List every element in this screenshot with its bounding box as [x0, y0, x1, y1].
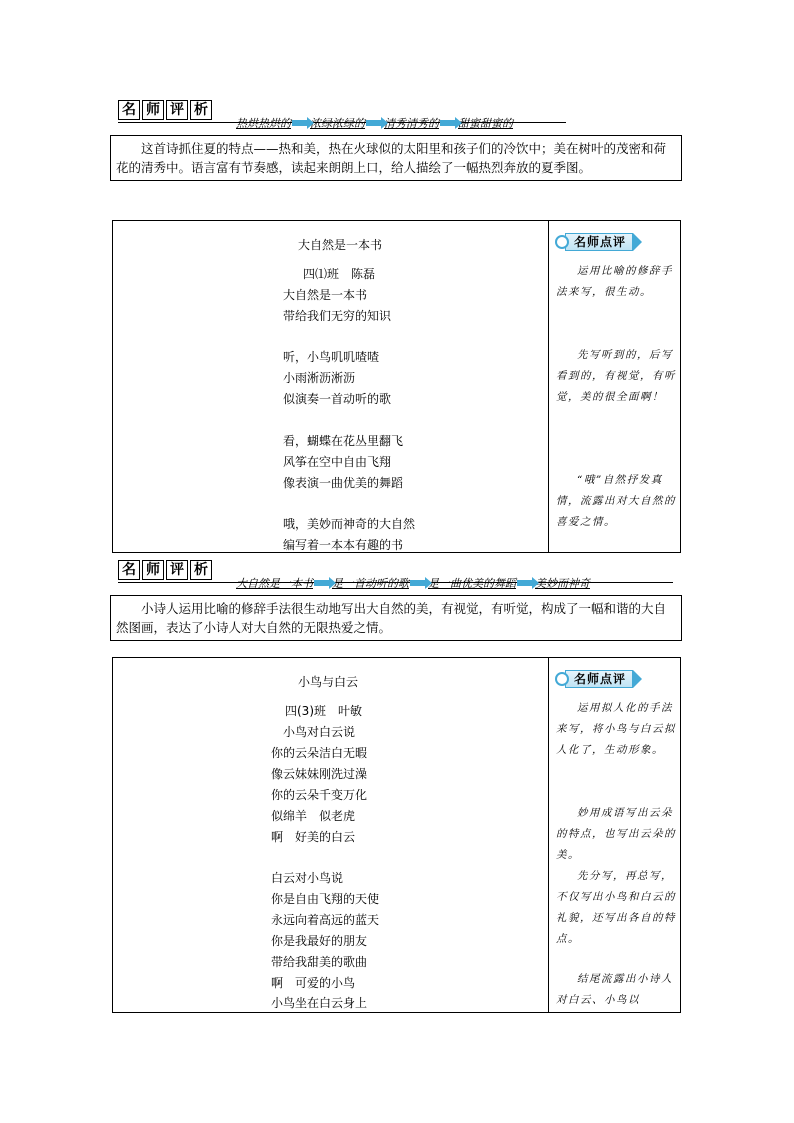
poem-line: 小雨淅沥淅沥 — [283, 371, 356, 385]
teacher-comment: “哦”自然抒发真情，流露出对大自然的喜爱之情。 — [556, 474, 676, 528]
ming-shi-ping-xi-badge: 名 师 评 析 — [118, 100, 214, 120]
poem-title: 小鸟与白云 — [298, 675, 359, 689]
poem-line: 哦，美妙而神奇的大自然 — [283, 517, 416, 531]
poem-line: 你的云朵千变万化 — [271, 788, 368, 802]
poem-title: 大自然是一本书 — [298, 238, 383, 252]
poem-table-2 — [112, 657, 681, 1013]
flow-step: 浓绿浓绿的 — [310, 117, 365, 130]
circle-icon — [555, 235, 569, 249]
column-divider — [548, 658, 549, 1012]
poem-line: 看，蝴蝶在花丛里翻飞 — [283, 434, 404, 448]
poem-line: 永远向着高远的蓝天 — [271, 913, 380, 927]
poem-line: 像表演一曲优美的舞蹈 — [283, 476, 404, 490]
analysis-summary-2: 小诗人运用比喻的修辞手法很生动地写出大自然的美，有视觉，有听觉，构成了一幅和谐的大自然图画，表达了小诗人对大自然的无限热爱之情。 — [110, 595, 682, 641]
poem-line: 啊 可爱的小鸟 — [271, 976, 356, 990]
arrow-right-icon — [366, 120, 382, 126]
poem-line: 小鸟坐在白云身上 — [271, 996, 368, 1010]
poem-line: 编写着一本本有趣的书 — [283, 538, 404, 552]
pointer-icon — [633, 670, 642, 688]
arrow-right-icon — [410, 580, 426, 586]
teacher-comment: 运用比喻的修辞手法来写，很生动。 — [556, 265, 673, 298]
arrow-right-icon — [517, 580, 533, 586]
teacher-comment: 运用拟人化的手法来写，将小鸟与白云拟人化了，生动形象。 — [556, 702, 676, 756]
teacher-comment: 结尾流露出小诗人对白云、小鸟以 — [556, 973, 673, 1006]
flow-step: 是一首动听的歌 — [332, 577, 409, 590]
flow-step: 是一曲优美的舞蹈 — [428, 577, 516, 590]
analysis-summary-1: 这首诗抓住夏的特点——热和美，热在火球似的太阳里和孩子们的冷饮中；美在树叶的茂密和荷花的清秀中。语言富有节奏感，读起来朗朗上口，给人描绘了一幅热烈奔放的夏季图。 — [110, 135, 682, 181]
arrow-right-icon — [292, 120, 308, 126]
column-divider — [548, 221, 549, 552]
poem-line: 白云对小鸟说 — [271, 871, 344, 885]
teacher-comment-tag: 名师点评 — [555, 669, 642, 689]
ming-shi-ping-xi-badge: 名 师 评 析 — [118, 560, 214, 580]
flow-chain-1 — [236, 115, 513, 131]
poem-author: 四⑴班 陈磊 — [303, 267, 376, 281]
flow-chain-2 — [236, 575, 590, 591]
poem-line: 似演奏一首动听的歌 — [283, 392, 392, 406]
poem-line: 带给我甜美的歌曲 — [271, 955, 368, 969]
flow-step: 大自然是一本书 — [236, 577, 313, 590]
poem-line: 听，小鸟叽叽喳喳 — [283, 350, 380, 364]
circle-icon — [555, 672, 569, 686]
arrow-right-icon — [440, 120, 456, 126]
poem-author: 四(3)班 叶敏 — [285, 704, 362, 718]
poem-line: 似绵羊 似老虎 — [271, 809, 356, 823]
flow-step: 甜蜜甜蜜的 — [458, 117, 513, 130]
flow-step: 清秀清秀的 — [384, 117, 439, 130]
poem-line: 啊 好美的白云 — [271, 830, 356, 844]
poem-line: 你是自由飞翔的天使 — [271, 892, 380, 906]
poem-line: 你的云朵洁白无暇 — [271, 746, 368, 760]
poem-line: 风筝在空中自由飞翔 — [283, 455, 392, 469]
poem-line: 带给我们无穷的知识 — [283, 309, 392, 323]
poem-line: 像云妹妹刚洗过澡 — [271, 767, 368, 781]
poem-line: 大自然是一本书 — [283, 288, 368, 302]
poem-line: 小鸟对白云说 — [283, 725, 356, 739]
pointer-icon — [633, 233, 642, 251]
teacher-comment: 先写听到的，后写看到的，有视觉，有听觉，美的很全面啊！ — [556, 349, 676, 403]
flow-step: 美妙而神奇 — [535, 577, 590, 590]
arrow-right-icon — [314, 580, 330, 586]
teacher-comment: 妙用成语写出云朵的特点，也写出云朵的美。 — [556, 807, 676, 861]
teacher-comment: 先分写，再总写，不仅写出小鸟和白云的礼貌，还写出各自的特点。 — [556, 870, 676, 945]
flow-step: 热烘热烘的 — [236, 117, 291, 130]
poem-table-1 — [112, 220, 681, 553]
teacher-comment-tag: 名师点评 — [555, 232, 642, 252]
poem-line: 你是我最好的朋友 — [271, 934, 368, 948]
